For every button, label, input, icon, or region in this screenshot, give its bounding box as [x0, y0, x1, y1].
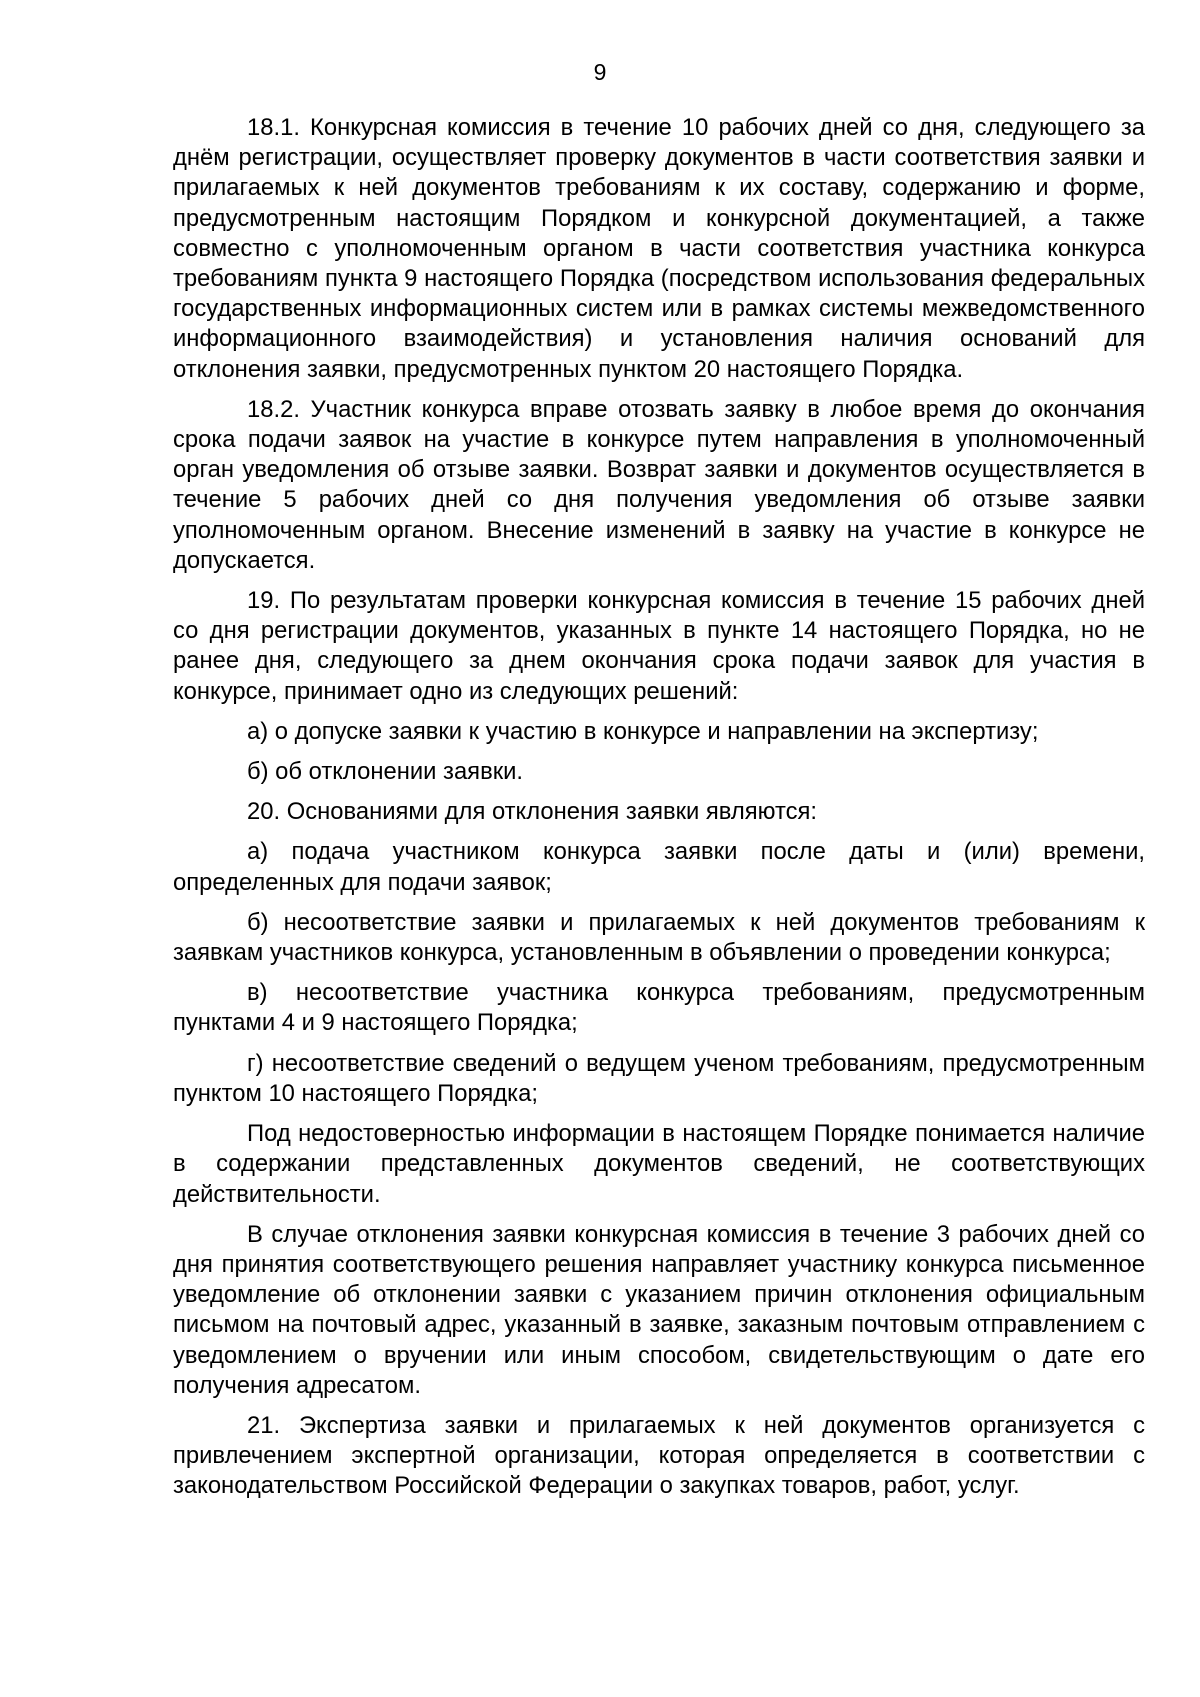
paragraph-19-b: б) об отклонении заявки.: [247, 758, 524, 786]
paragraph-19: 19. По результатам проверки конкурсная комиссия в течение 15 рабочих дней со дня регистрации документов, указанных в пункте 14 настоящего Порядка, но не ранее дня, следующего за днем окончания срока подачи заявок для участия в конкурсе, принимает одно из следующих решений:: [173, 587, 1145, 705]
paragraph-20-v: в) несоответствие участника конкурса требованиям, предусмотренным пунктами 4 и 9 настоящего Порядка;: [173, 979, 1145, 1037]
document-body: [173, 113, 1145, 1512]
paragraph-20-g: г) несоответствие сведений о ведущем ученом требованиям, предусмотренным пунктом 10 настоящего Порядка;: [173, 1049, 1145, 1107]
paragraph-18-1: 18.1. Конкурсная комиссия в течение 10 рабочих дней со дня, следующего за днём регистрации, осуществляет проверку документов в части соответствия заявки и прилагаемых к ней документов требованиям к их составу, содержанию и форме, предусмотренным настоящим Порядком и конкурсной документацией, а также совместно с уполномоченным органом в части соответствия участника конкурса требованиям пункта 9 настоящего Порядка (посредством использования федеральных государственных информационных систем или в рамках системы межведомственного информационного взаимодействия) и установления наличия оснований для отклонения заявки, предусмотренных пунктом 20 настоящего Порядка.: [173, 114, 1145, 383]
paragraph-21: 21. Экспертиза заявки и прилагаемых к ней документов организуется с привлечением экспертной организации, которая определяется в соответствии с законодательством Российской Федерации о закупках товаров, работ, услуг.: [173, 1411, 1145, 1500]
paragraph-rejection-notice: В случае отклонения заявки конкурсная комиссия в течение 3 рабочих дней со дня принятия соответствующего решения направляет участнику конкурса письменное уведомление об отклонении заявки с указанием причин отклонения официальным письмом на почтовый адрес, указанный в заявке, заказным почтовым отправлением с уведомлением о вручении или иным способом, свидетельствующим о дате его получения адресатом.: [173, 1220, 1145, 1399]
paragraph-18-2: 18.2. Участник конкурса вправе отозвать заявку в любое время до окончания срока подачи заявок на участие в конкурсе путем направления в уполномоченный орган уведомления об отзыве заявки. Возврат заявки и документов осуществляется в течение 5 рабочих дней со дня получения уведомления об отзыве заявки уполномоченным органом. Внесение изменений в заявку на участие в конкурсе не допускается.: [173, 395, 1145, 574]
page-number: 9: [593, 59, 607, 85]
paragraph-19-a: а) о допуске заявки к участию в конкурсе и направлении на экспертизу;: [247, 717, 1039, 745]
paragraph-20-b: б) несоответствие заявки и прилагаемых к ней документов требованиям к заявкам участников конкурса, установленным в объявлении о проведении конкурса;: [173, 908, 1145, 967]
paragraph-20: 20. Основаниями для отклонения заявки являются:: [247, 798, 818, 826]
paragraph-definition: Под недостоверностью информации в настоящем Порядке понимается наличие в содержании представленных документов сведений, не соответствующих действительности.: [173, 1120, 1145, 1208]
paragraph-20-a: а) подача участником конкурса заявки после даты и (или) времени, определенных для подачи заявок;: [173, 838, 1145, 896]
